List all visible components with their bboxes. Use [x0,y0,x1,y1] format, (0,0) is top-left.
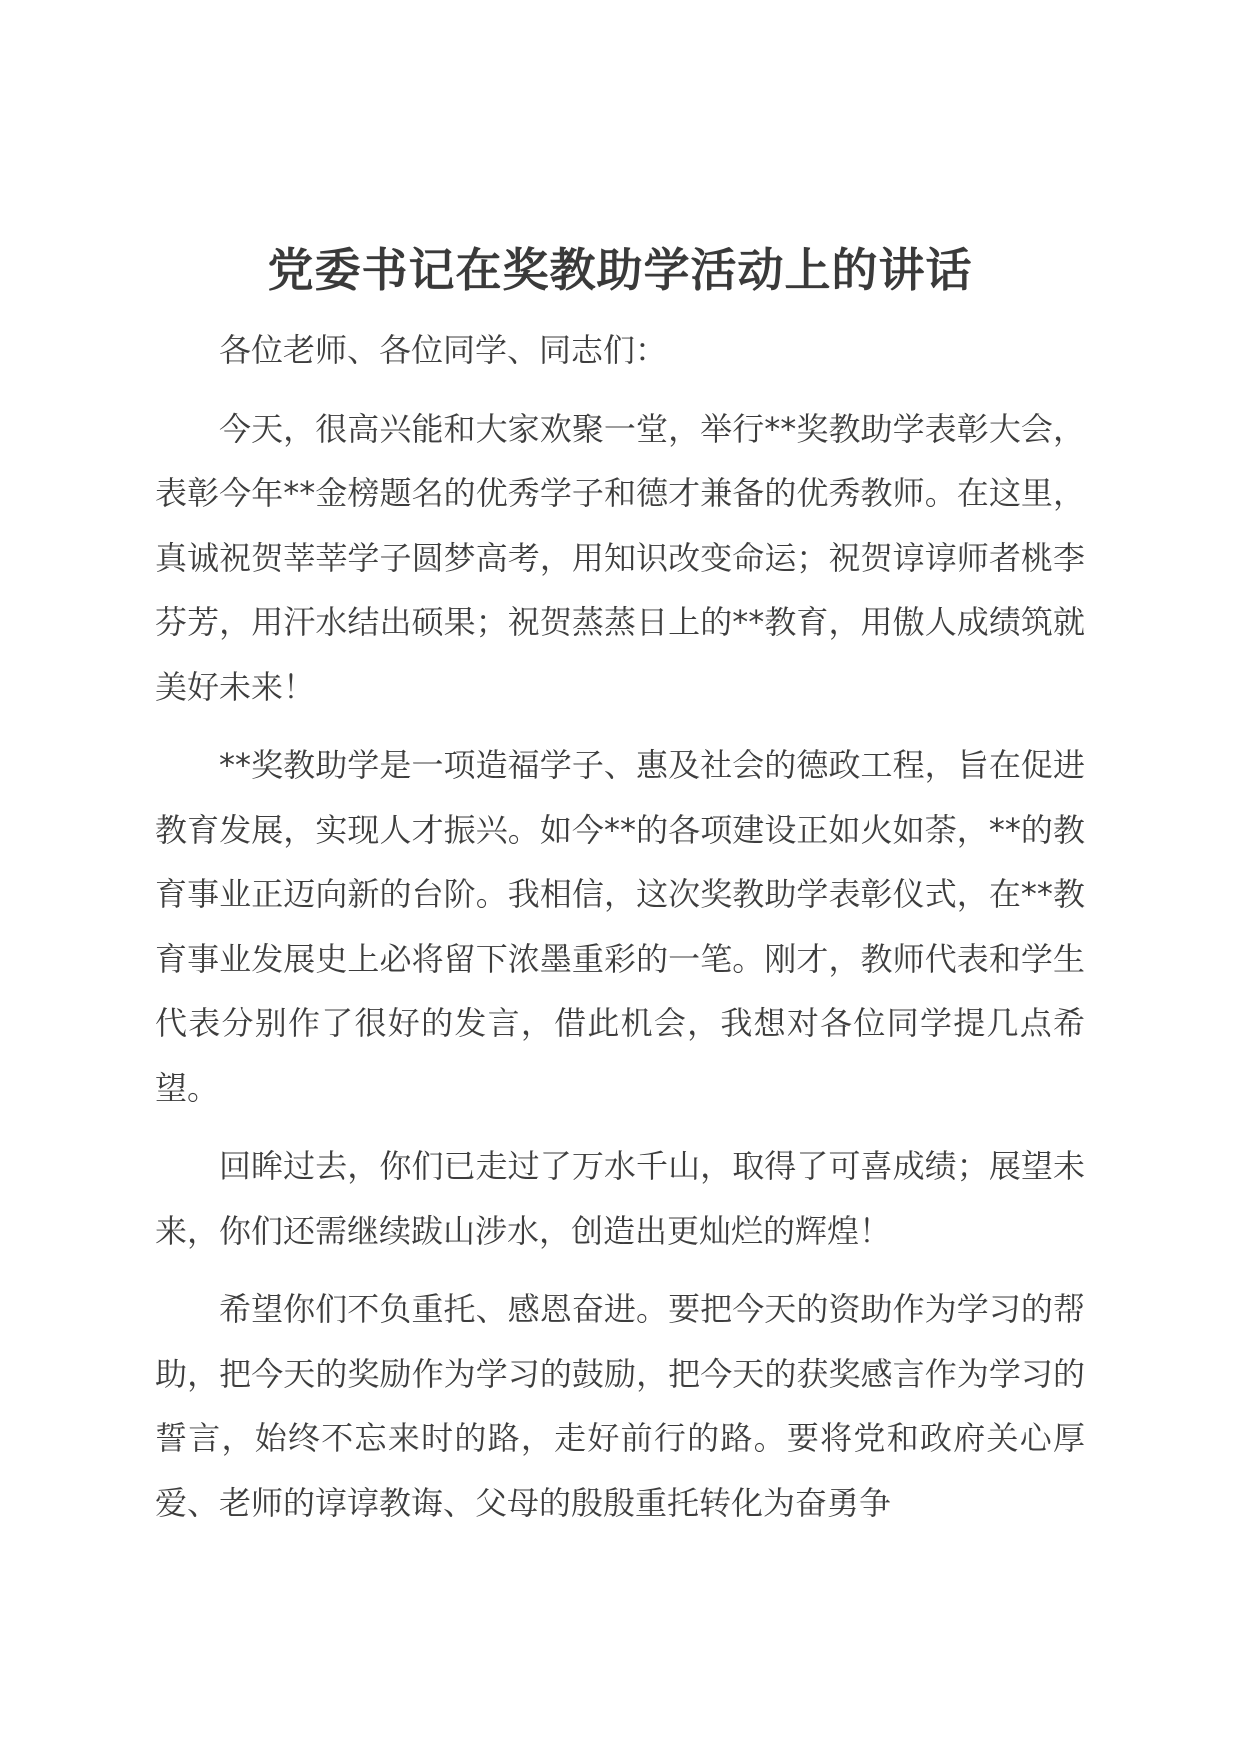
document-title: 党委书记在奖教助学活动上的讲话 [267,243,973,297]
body-paragraph: 回眸过去，你们已走过了万水千山，取得了可喜成绩；展望未来，你们还需继续跋山涉水，创造出更灿烂的辉煌！ [155,1147,1085,1250]
body-paragraph: 今天，很高兴能和大家欢聚一堂，举行**奖教助学表彰大会，表彰今年**金榜题名的优秀学子和德才兼备的优秀教师。在这里，真诚祝贺莘莘学子圆梦高考，用知识改变命运；祝贺谆谆师者桃李芬芳，用汗水结出硕果；祝贺蒸蒸日上的**教育，用傲人成绩筑就美好未来！ [155,409,1085,706]
body-paragraph: 希望你们不负重托、感恩奋进。要把今天的资助作为学习的帮助，把今天的奖励作为学习的鼓励，把今天的获奖感言作为学习的誓言，始终不忘来时的路，走好前行的路。要将党和政府关心厚爱、老师的谆谆教诲、父母的殷殷重托转化为奋勇争 [155,1290,1085,1522]
document-body [155,318,1085,1549]
salutation-paragraph: 各位老师、各位同学、同志们： [219,331,668,369]
body-paragraph: **奖教助学是一项造福学子、惠及社会的德政工程，旨在促进教育发展，实现人才振兴。如今**的各项建设正如火如荼，**的教育事业正迈向新的台阶。我相信，这次奖教助学表彰仪式，在**教育事业发展史上必将留下浓墨重彩的一笔。刚才，教师代表和学生代表分别作了很好的发言，借此机会，我想对各位同学提几点希望。 [155,746,1085,1107]
